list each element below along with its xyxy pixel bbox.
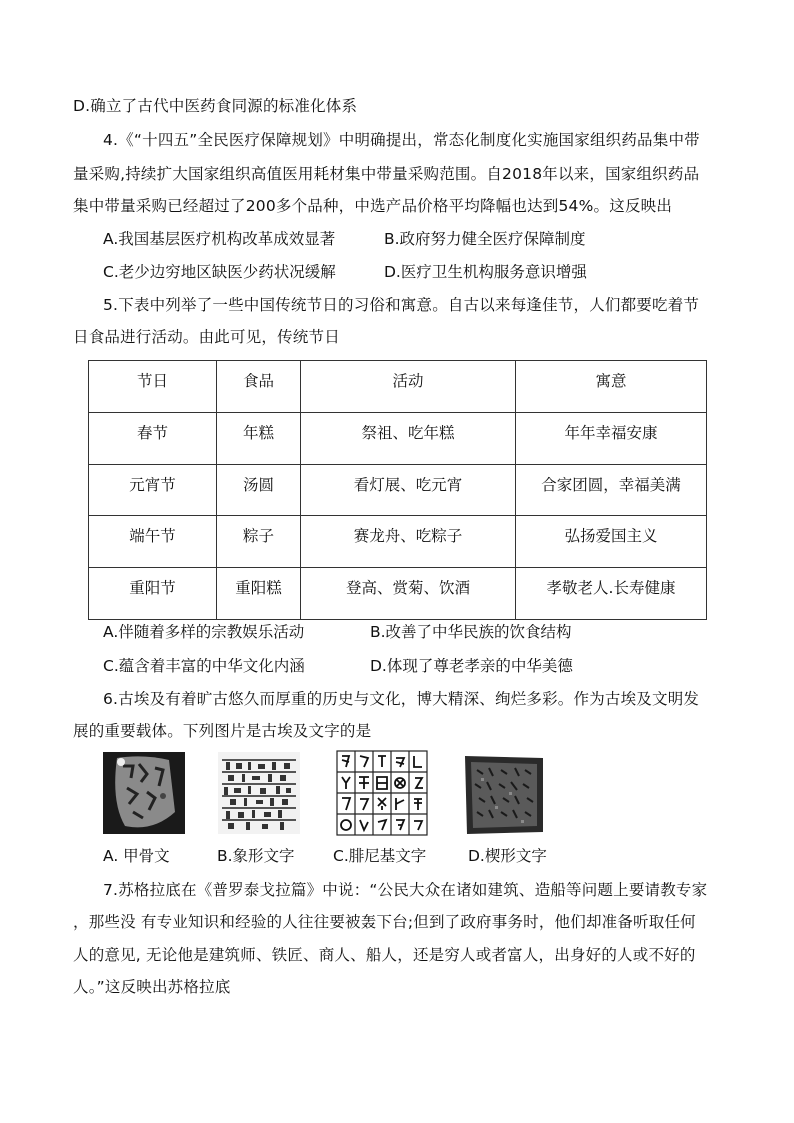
table-cell: 粽子 [217,516,301,568]
table-row [89,464,707,516]
q6-stem-line1: 6.古埃及有着旷古悠久而厚重的历史与文化，博大精深、绚烂多彩。作为古埃及文明发 [103,690,700,708]
q4-option-b: B.政府努力健全医疗保障制度 [384,230,586,248]
q5-option-b: B.改善了中华民族的饮食结构 [370,623,572,641]
q5-option-a: A.伴随着多样的宗教娱乐活动 [103,623,305,641]
cuneiform-tablet-image [461,752,547,836]
q5-option-c: C.蕴含着丰富的中华文化内涵 [103,657,305,675]
table-row [89,516,707,568]
table-cell: 祭祖、吃年糕 [301,412,516,464]
q5-option-d: D.体现了尊老孝亲的中华美德 [370,657,573,675]
table-cell: 年糕 [217,412,301,464]
table-cell: 汤圆 [217,464,301,516]
table-cell: 元宵节 [89,464,217,516]
table-header-row [89,361,707,413]
q4-option-d: D.医疗卫生机构服务意识增强 [384,263,587,281]
table-cell: 弘扬爱国主义 [516,516,707,568]
q7-stem-line1: 7.苏格拉底在《普罗泰戈拉篇》中说：“公民大众在诸如建筑、造船等问题上要请教专家 [103,881,708,899]
oracle-bone-image [103,752,185,834]
q6-option-b: B.象形文字 [217,847,295,865]
q7-stem-line4: 人。”这反映出苏格拉底 [73,978,231,996]
table-cell: 重阳节 [89,568,217,620]
table-cell: 重阳糕 [217,568,301,620]
q6-option-a: A. 甲骨文 [103,847,170,865]
q3-option-d: D.确立了古代中医药食同源的标准化体系 [73,97,358,115]
q4-stem-line2: 量采购,持续扩大国家组织高值医用耗材集中带量采购范围。自2018年以来，国家组织药品 [73,165,700,183]
q4-option-a: A.我国基层医疗机构改革成效显著 [103,230,336,248]
q4-stem-line1: 4.《“十四五”全民医疗保障规划》中明确提出，常态化制度化实施国家组织药品集中带 [103,131,700,149]
table-cell: 春节 [89,412,217,464]
q6-option-d: D.楔形文字 [468,847,547,865]
table-cell: 登高、赏菊、饮酒 [301,568,516,620]
q7-stem-line3: 人的意见, 无论他是建筑师、铁匠、商人、船人，还是穷人或者富人，出身好的人或不好的 [73,946,696,964]
q5-stem-line2: 日食品进行活动。由此可见，传统节日 [73,328,340,346]
header-cell: 食品 [217,361,301,413]
phoenician-grid-image [336,750,428,836]
table-cell: 看灯展、吃元宵 [301,464,516,516]
q6-stem-line2: 展的重要载体。下列图片是古埃及文字的是 [73,722,372,740]
table-cell: 年年幸福安康 [516,412,707,464]
q5-stem-line1: 5.下表中列举了一些中国传统节日的习俗和寓意。自古以来每逢佳节，人们都要吃着节 [103,296,700,314]
q7-stem-line2: ，那些没 有专业知识和经验的人往往要被轰下台;但到了政府事务时，他们却准备听取任何 [73,913,696,931]
q4-option-c: C.老少边穷地区缺医少药状况缓解 [103,263,336,281]
table-cell: 端午节 [89,516,217,568]
table-row [89,568,707,620]
table-cell: 合家团圆，幸福美满 [516,464,707,516]
header-cell: 寓意 [516,361,707,413]
q4-stem-line3: 集中带量采购已经超过了200多个品种，中选产品价格平均降幅也达到54%。这反映出 [73,197,673,215]
q6-option-c: C.腓尼基文字 [333,847,427,865]
table-row [89,412,707,464]
hieroglyph-image [218,752,300,834]
header-cell: 活动 [301,361,516,413]
table-cell: 赛龙舟、吃粽子 [301,516,516,568]
header-cell: 节日 [89,361,217,413]
festival-table [88,360,707,620]
table-cell: 孝敬老人.长寿健康 [516,568,707,620]
